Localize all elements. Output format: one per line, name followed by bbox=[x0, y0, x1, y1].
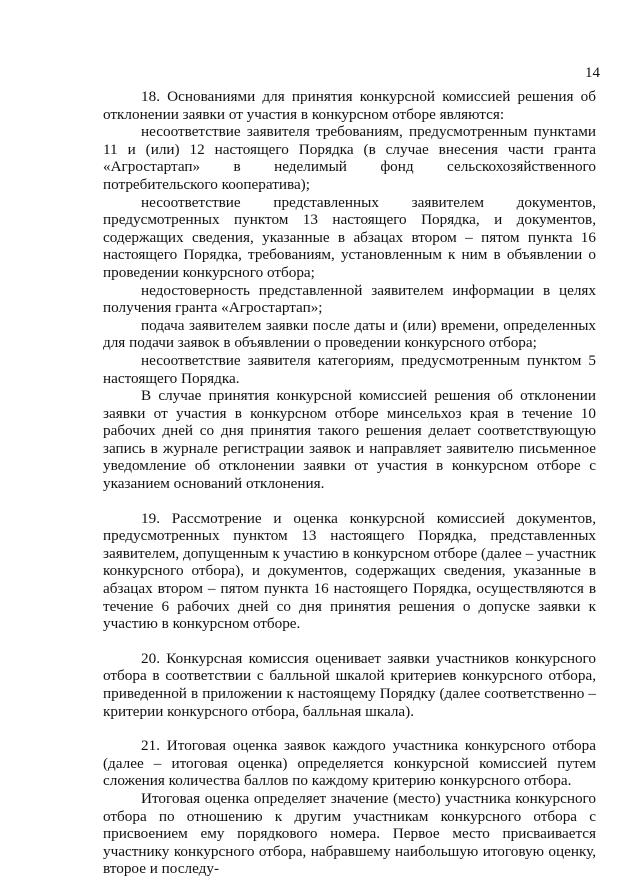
paragraph: недостоверность представленной заявителем информации в целях получения гранта «Агростартап»; bbox=[103, 281, 596, 317]
paragraph: несоответствие заявителя категориям, предусмотренным пунктом 5 настоящего Порядка. bbox=[103, 351, 596, 387]
paragraph: 18. Основаниями для принятия конкурсной комиссией решения об отклонении заявки от участия в конкурсном отборе являются: bbox=[103, 88, 596, 123]
paragraph: несоответствие заявителя требованиям, предусмотренным пунктами 11 и (или) 12 настоящего Порядка (в случае внесения части гранта «Агростартап» в неделимый фонд сельскохозяйственного потребительского кооператива); bbox=[103, 123, 596, 193]
paragraph: 21. Итоговая оценка заявок каждого участника конкурсного отбора (далее – итоговая оценка) определяется конкурсной комиссией путем сложения количества баллов по каждому критерию конкурсного отбора. bbox=[103, 737, 596, 790]
page-number: 14 bbox=[585, 65, 600, 81]
paragraph: В случае принятия конкурсной комиссией решения об отклонении заявки от участия в конкурсном отборе минсельхоз края в течение 10 рабочих дней со дня принятия такого решения делает соответствующую запись в журнале регистрации заявок и направляет заявителю письменное уведомление об отклонении заявки от участия в конкурсном отборе с указанием оснований отклонения. bbox=[103, 387, 596, 493]
paragraph: несоответствие представленных заявителем документов, предусмотренных пунктом 13 настоящего Порядка, и документов, содержащих сведения, указанные в абзацах втором – пятом пункта 16 настоящего Порядка, требованиям, установленным к ним в объявлении о проведении конкурсного отбора; bbox=[103, 193, 596, 281]
paragraph: 19. Рассмотрение и оценка конкурсной комиссией документов, предусмотренных пунктом 13 настоящего Порядка, представленных заявителем, допущенным к участию в конкурсном отборе (далее – участник конкурсного отбора), и документов, содержащих сведения, указанные в абзацах втором – пятом пункта 16 настоящего Порядка, осуществляются в течение 6 рабочих дней со дня принятия решения о допуске заявки к участию в конкурсном отборе. bbox=[103, 509, 596, 633]
paragraph: подача заявителем заявки после даты и (или) времени, определенных для подачи заявок в объявлении о проведении конкурсного отбора; bbox=[103, 316, 596, 352]
document-body bbox=[103, 88, 596, 878]
paragraph: Итоговая оценка определяет значение (место) участника конкурсного отбора по отношению к другим участникам конкурсного отбора с присвоением ему порядкового номера. Первое место присваивается участнику конкурсного отбора, набравшему наибольшую итоговую оценку, второе и последу- bbox=[103, 789, 596, 878]
paragraph: 20. Конкурсная комиссия оценивает заявки участников конкурсного отбора в соответствии с балльной шкалой критериев конкурсного отбора, приведенной в приложении к настоящему Порядку (далее соответственно – критерии конкурсного отбора, балльная шкала). bbox=[103, 649, 596, 720]
